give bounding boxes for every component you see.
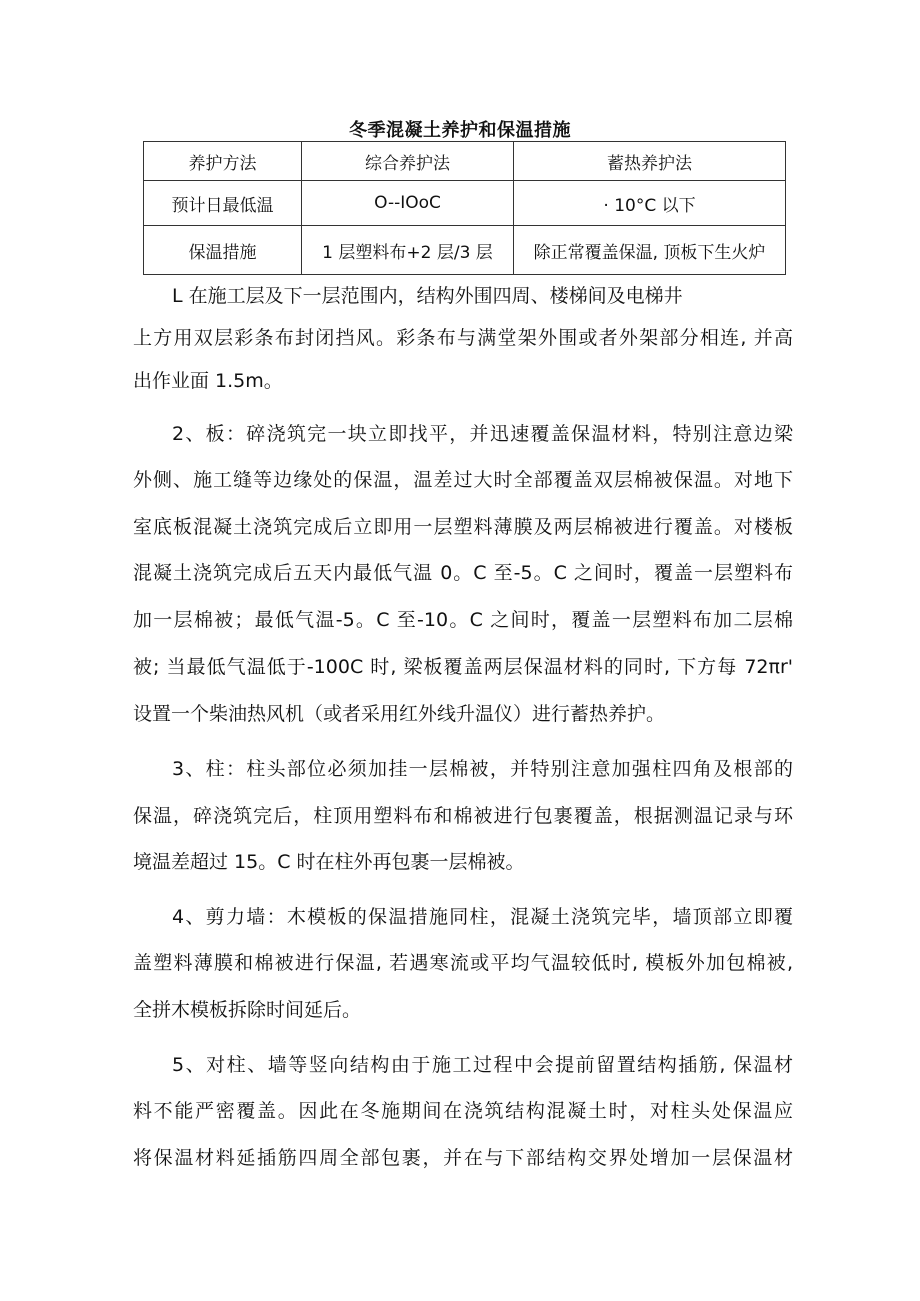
table-cell: 预计日最低温 [144, 181, 302, 226]
paragraph-line: 混凝土浇筑完成后五天内最低气温 0。C 至-5。C 之间时，覆盖一层塑料布 [133, 562, 793, 584]
table-header-cell: 蓄热养护法 [514, 142, 786, 181]
paragraph-line: 上方用双层彩条布封闭挡风。彩条布与满堂架外围或者外架部分相连, 并高 [133, 327, 793, 349]
table-cell: 保温措施 [144, 226, 302, 275]
paragraph-line: 被; 当最低气温低于-100C 时, 梁板覆盖两层保温材料的同时, 下方每 72πr' [133, 656, 793, 678]
table-row [144, 226, 786, 275]
table-row [144, 181, 786, 226]
paragraph-line: 2、板：碎浇筑完一块立即找平，并迅速覆盖保温材料，特别注意边梁 [172, 423, 793, 445]
paragraph-line: 5、对柱、墙等竖向结构由于施工过程中会提前留置结构插筋, 保温材 [172, 1054, 793, 1076]
table-header-cell: 综合养护法 [302, 142, 514, 181]
table-header-row [144, 142, 786, 181]
paragraph-line: 3、柱：柱头部位必须加挂一层棉被，并特别注意加强柱四角及根部的 [172, 758, 793, 780]
paragraph-line: 设置一个柴油热风机（或者采用红外线升温仪）进行蓄热养护。 [133, 703, 666, 725]
table-cell: · 10°C 以下 [514, 181, 786, 226]
paragraph-line: 加一层棉被；最低气温-5。C 至-10。C 之间时，覆盖一层塑料布加二层棉 [133, 609, 793, 631]
table-header-cell: 养护方法 [144, 142, 302, 181]
paragraph-line: 室底板混凝土浇筑完成后立即用一层塑料薄膜及两层棉被进行覆盖。对楼板 [133, 516, 793, 538]
paragraph-line: 全拼木模板拆除时间延后。 [133, 999, 362, 1021]
paragraph-line: L 在施工层及下一层范围内，结构外围四周、楼梯间及电梯井 [172, 285, 683, 307]
paragraph-line: 外侧、施工缝等边缘处的保温，温差过大时全部覆盖双层棉被保温。对地下 [133, 469, 793, 491]
curing-methods-table [143, 141, 786, 275]
table-cell: O--IOoC [302, 181, 514, 226]
paragraph-line: 4、剪力墙：木模板的保温措施同柱，混凝土浇筑完毕，墙顶部立即覆 [172, 906, 793, 928]
paragraph-line: 盖塑料薄膜和棉被进行保温, 若遇寒流或平均气温较低时, 模板外加包棉被, [133, 952, 793, 974]
paragraph-line: 出作业面 1.5m。 [133, 370, 283, 392]
document-title: 冬季混凝土养护和保温措施 [349, 120, 571, 141]
table-cell: 除正常覆盖保温, 顶板下生火炉 [514, 226, 786, 275]
paragraph-line: 保温，碎浇筑完后，柱顶用塑料布和棉被进行包裹覆盖，根据测温记录与环 [133, 805, 793, 827]
paragraph-line: 将保温材料延插筋四周全部包裹，并在与下部结构交界处增加一层保温材 [133, 1147, 793, 1169]
paragraph-line: 料不能严密覆盖。因此在冬施期间在浇筑结构混凝土时，对柱头处保温应 [133, 1100, 793, 1122]
paragraph-line: 境温差超过 15。C 时在柱外再包裹一层棉被。 [133, 851, 525, 873]
table-cell: 1 层塑料布+2 层/3 层 [302, 226, 514, 275]
